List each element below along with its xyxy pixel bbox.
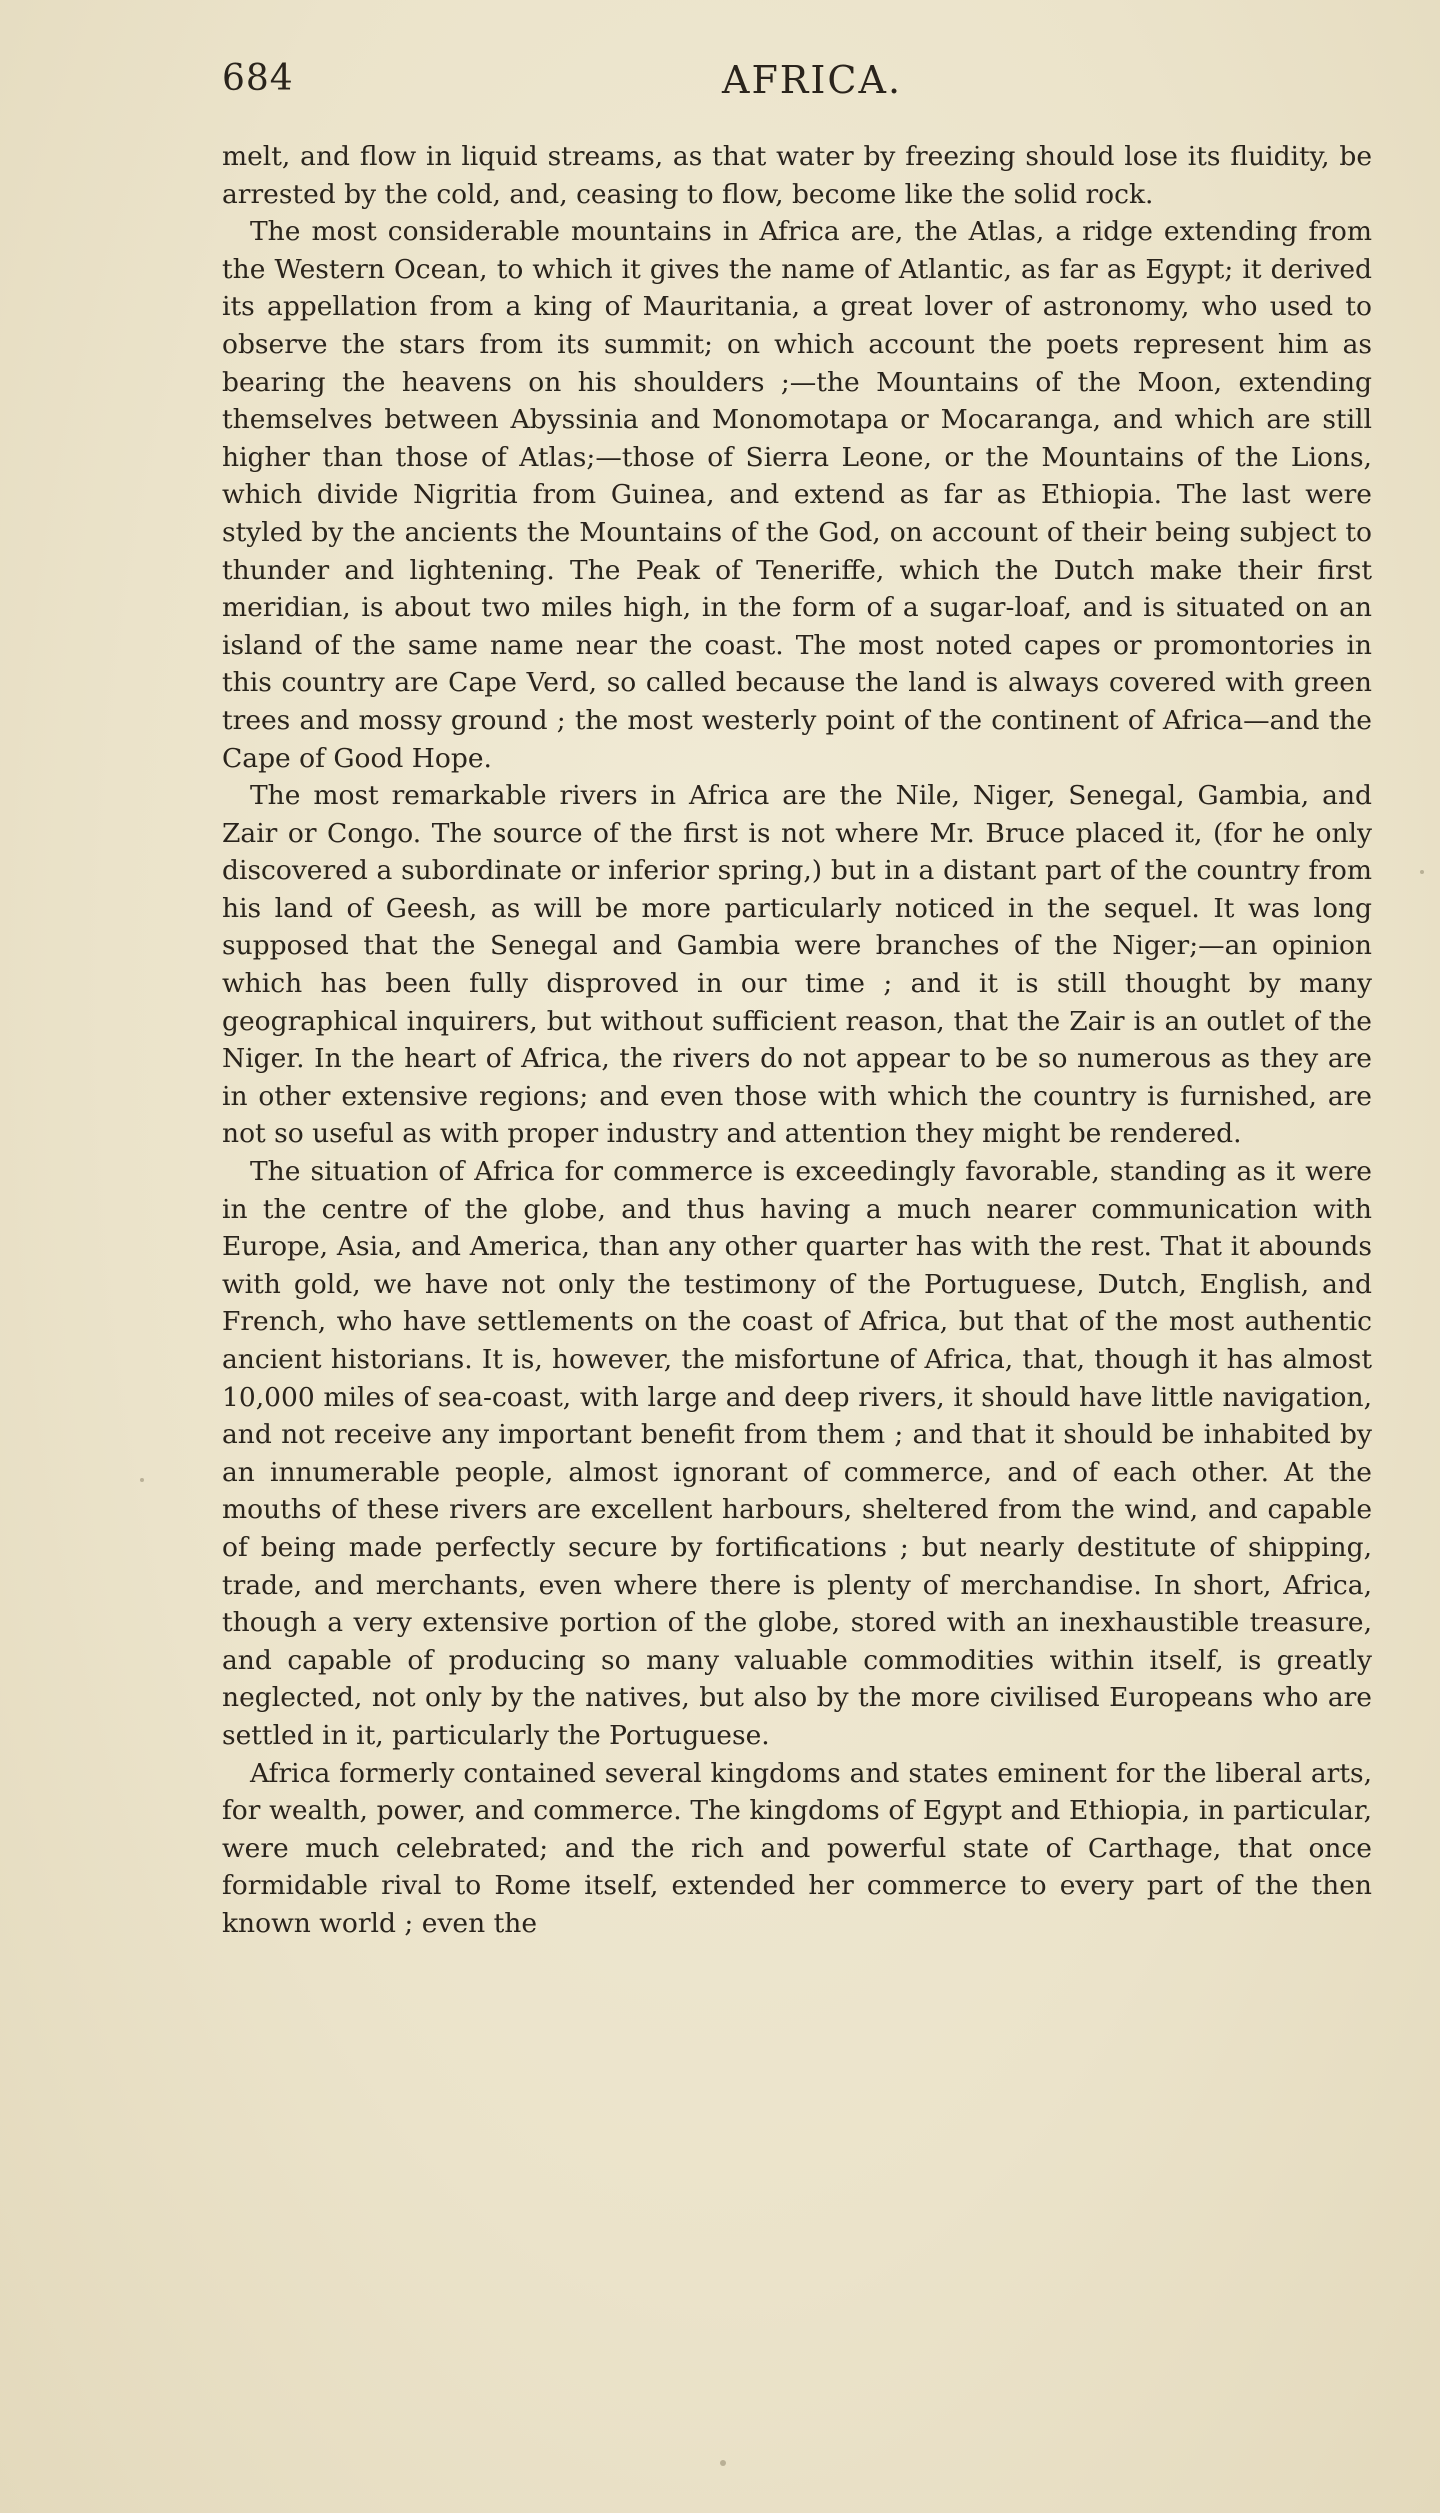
page-header [222, 58, 1372, 116]
page-number: 684 [222, 58, 294, 99]
paragraph-commerce: The situation of Africa for commerce is exceedingly favorable, standing as it were in the centre of the globe, and thus having a much nearer communication with Europe, Asia, and America, than any other quarter has with the rest. That it abounds with gold, we have not only the testimony of the Portuguese, Dutch, English, and French, who have settlements on the coast of Africa, but that of the most authentic ancient historians. It is, however, the misfortune of Africa, that, though it has almost 10,000 miles of sea-coast, with large and deep rivers, it should have little navigation, and not receive any important benefit from them ; and that it should be inhabited by an innumerable people, almost ignorant of commerce, and of each other. At the mouths of these rivers are excellent harbours, sheltered from the wind, and capable of being made perfectly secure by fortifications ; but nearly destitute of shipping, trade, and merchants, even where there is plenty of merchandise. In short, Africa, though a very extensive portion of the globe, stored with an inexhaustible treasure, and capable of producing so many valuable commodities within itself, is greatly neglected, not only by the natives, but also by the more civilised Europeans who are settled in it, particularly the Portuguese. [222, 1156, 1372, 1751]
book-page [222, 58, 1372, 1943]
paper-speck [1420, 870, 1424, 874]
paragraph-continuation: melt, and flow in liquid streams, as that water by freezing should lose its fluidity, be arrested by the cold, and, ceasing to flow, become like the solid rock. [222, 141, 1372, 210]
paper-speck [140, 1478, 144, 1482]
paragraph-mountains: The most considerable mountains in Africa are, the Atlas, a ridge extending from the Western Ocean, to which it gives the name of Atlantic, as far as Egypt; it derived its appellation from a king of Mauritania, a great lover of astronomy, who used to observe the stars from its summit; on which account the poets represent him as bearing the heavens on his shoulders ;—the Mountains of the Moon, extending themselves between Abyssinia and Monomotapa or Mocaranga, and which are still higher than those of Atlas;—those of Sierra Leone, or the Mountains of the Lions, which divide Nigritia from Guinea, and extend as far as Ethiopia. The last were styled by the ancients the Mountains of the God, on account of their being subject to thunder and lightening. The Peak of Teneriffe, which the Dutch make their first meridian, is about two miles high, in the form of a sugar-loaf, and is situated on an island of the same name near the coast. The most noted capes or promontories in this country are Cape Verd, so called because the land is always covered with green trees and mossy ground ; the most westerly point of the continent of Africa—and the Cape of Good Hope. [222, 216, 1372, 774]
paragraph-rivers: The most remarkable rivers in Africa are the Nile, Niger, Senegal, Gambia, and Zair or Congo. The source of the first is not where Mr. Bruce placed it, (for he only discovered a subordinate or inferior spring,) but in a distant part of the country from his land of Geesh, as will be more particularly noticed in the sequel. It was long supposed that the Senegal and Gambia were branches of the Niger;—an opinion which has been fully disproved in our time ; and it is still thought by many geographical inquirers, but without sufficient reason, that the Zair is an outlet of the Niger. In the heart of Africa, the rivers do not appear to be so numerous as they are in other extensive regions; and even those with which the country is furnished, are not so useful as with proper industry and attention they might be rendered. [222, 780, 1372, 1150]
body-text [222, 138, 1372, 1943]
paper-speck [720, 2460, 726, 2466]
running-head: AFRICA. [722, 58, 903, 102]
paragraph-kingdoms: Africa formerly contained several kingdoms and states eminent for the liberal arts, for wealth, power, and commerce. The kingdoms of Egypt and Ethiopia, in particular, were much celebrated; and the rich and powerful state of Carthage, that once formidable rival to Rome itself, extended her commerce to every part of the then known world ; even the [222, 1757, 1372, 1939]
